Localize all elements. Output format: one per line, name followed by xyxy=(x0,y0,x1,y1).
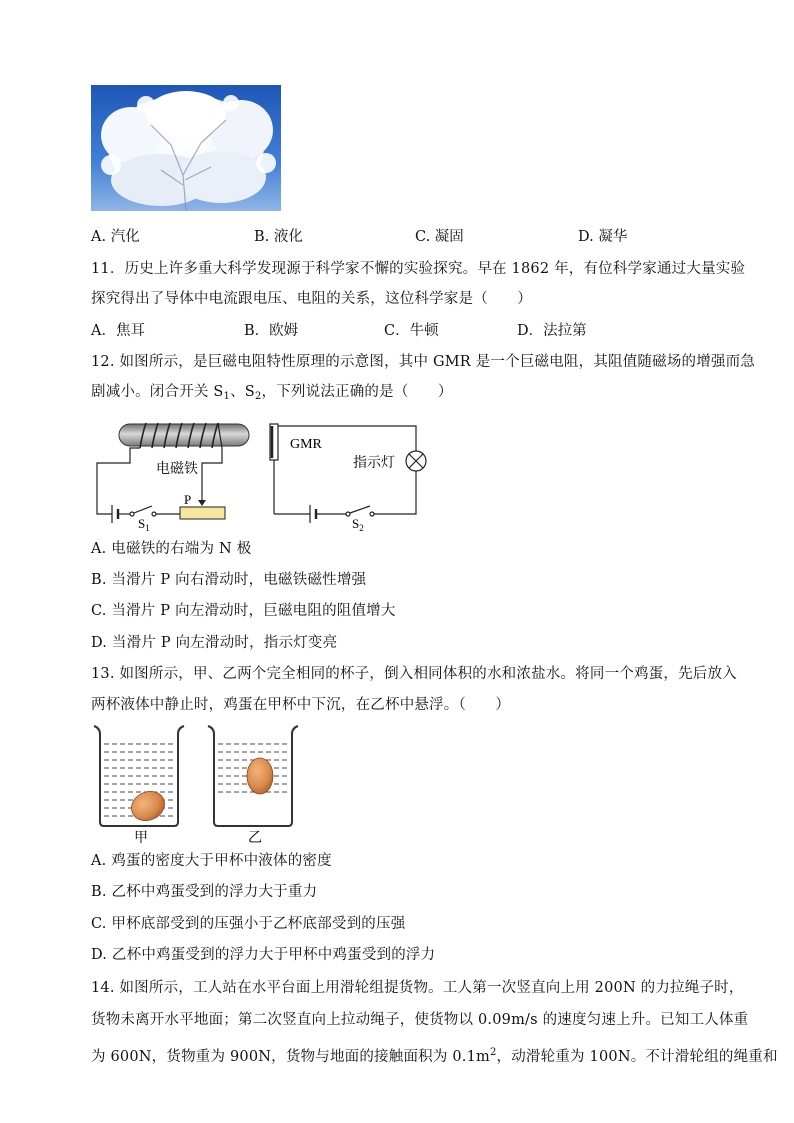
q10-option-b: B. 液化 xyxy=(254,229,303,245)
indicator-lamp-label: 指示灯 xyxy=(353,455,395,471)
q13-option-c: C. 甲杯底部受到的压强小于乙杯底部受到的压强 xyxy=(91,916,406,932)
egg-yi xyxy=(247,758,273,794)
q13-option-d: D. 乙杯中鸡蛋受到的浮力大于甲杯中鸡蛋受到的浮力 xyxy=(91,947,436,963)
electromagnet-label: 电磁铁 xyxy=(156,461,198,477)
q14-text-line-2: 货物未离开水平地面；第二次竖直向上拉动绳子，使货物以 0.09m/s 的速度匀速上升。已知工人体重 xyxy=(91,1012,749,1028)
q12-option-a: A. 电磁铁的右端为 N 极 xyxy=(91,541,252,557)
cups-svg xyxy=(90,722,300,847)
q14-text-line-3: 为 600N，货物重为 900N，货物与地面的接触面积为 $0.1m^2$，动滑轮重为 100N。不计滑轮组的绳重和 xyxy=(91,1047,778,1065)
electromagnet-core xyxy=(119,424,249,446)
q12-text-line-2: 剧减小。闭合开关 $S_1$、$S_2$，下列说法正确的是（ ） xyxy=(91,384,453,402)
gmr-circuit-diagram xyxy=(90,418,430,533)
rheostat xyxy=(180,507,225,519)
q13-text-line-2: 两杯液体中静止时，鸡蛋在甲杯中下沉，在乙杯中悬浮。（ ） xyxy=(91,697,511,713)
q13-option-b: B. 乙杯中鸡蛋受到的浮力大于重力 xyxy=(91,884,318,900)
circuit-svg xyxy=(90,418,430,533)
q12-option-c: C. 当滑片 P 向左滑动时，巨磁电阻的阻值增大 xyxy=(91,603,396,619)
q14-text-line-1: 14. 如图所示，工人站在水平台面上用滑轮组提货物。工人第一次竖直向上用 200N 的力拉绳子时， xyxy=(91,980,744,996)
q10-option-a: A. 汽化 xyxy=(91,229,140,245)
switch-s1-label: $S_1$ xyxy=(138,516,150,533)
q12-option-b: B. 当滑片 P 向右滑动时，电磁铁磁性增强 xyxy=(91,572,367,588)
slider-p-label: P xyxy=(184,492,192,507)
cup-yi xyxy=(208,726,298,826)
cup-jia xyxy=(94,726,184,826)
gmr-label: GMR xyxy=(290,437,322,452)
q12-text-line-1: 12. 如图所示，是巨磁电阻特性原理的示意图，其中 GMR 是一个巨磁电阻，其阻值随磁场的增强而急 xyxy=(91,354,756,370)
q13-text-line-1: 13. 如图所示，甲、乙两个完全相同的杯子，倒入相同体积的水和浓盐水。将同一个鸡蛋，先后放入 xyxy=(91,666,737,682)
slider-arrow-icon xyxy=(198,500,206,506)
frosted-tree-image xyxy=(91,85,281,211)
q11-text-line-2: 探究得出了导体中电流跟电压、电阻的关系，这位科学家是（ ） xyxy=(91,291,532,307)
cup-jia-label: 甲 xyxy=(134,830,148,846)
cup-yi-label: 乙 xyxy=(248,830,262,846)
q10-option-c: C. 凝固 xyxy=(415,229,464,245)
q11-text-line-1: 11．历史上许多重大科学发现源于科学家不懈的实验探究。早在 1862 年，有位科学家通过大量实验 xyxy=(91,261,746,277)
q11-option-d: D．法拉第 xyxy=(517,323,587,339)
q12-option-d: D. 当滑片 P 向左滑动时，指示灯变亮 xyxy=(91,635,338,651)
rime-frost-photo xyxy=(91,85,281,211)
q11-option-c: C．牛顿 xyxy=(384,323,439,339)
q11-option-b: B．欧姆 xyxy=(244,323,299,339)
q11-option-a: A．焦耳 xyxy=(91,323,145,339)
q10-option-d: D. 凝华 xyxy=(578,229,628,245)
switch-s2-label: $S_2$ xyxy=(352,516,364,533)
q13-option-a: A. 鸡蛋的密度大于甲杯中液体的密度 xyxy=(91,853,332,869)
egg-cups-diagram xyxy=(90,722,300,847)
